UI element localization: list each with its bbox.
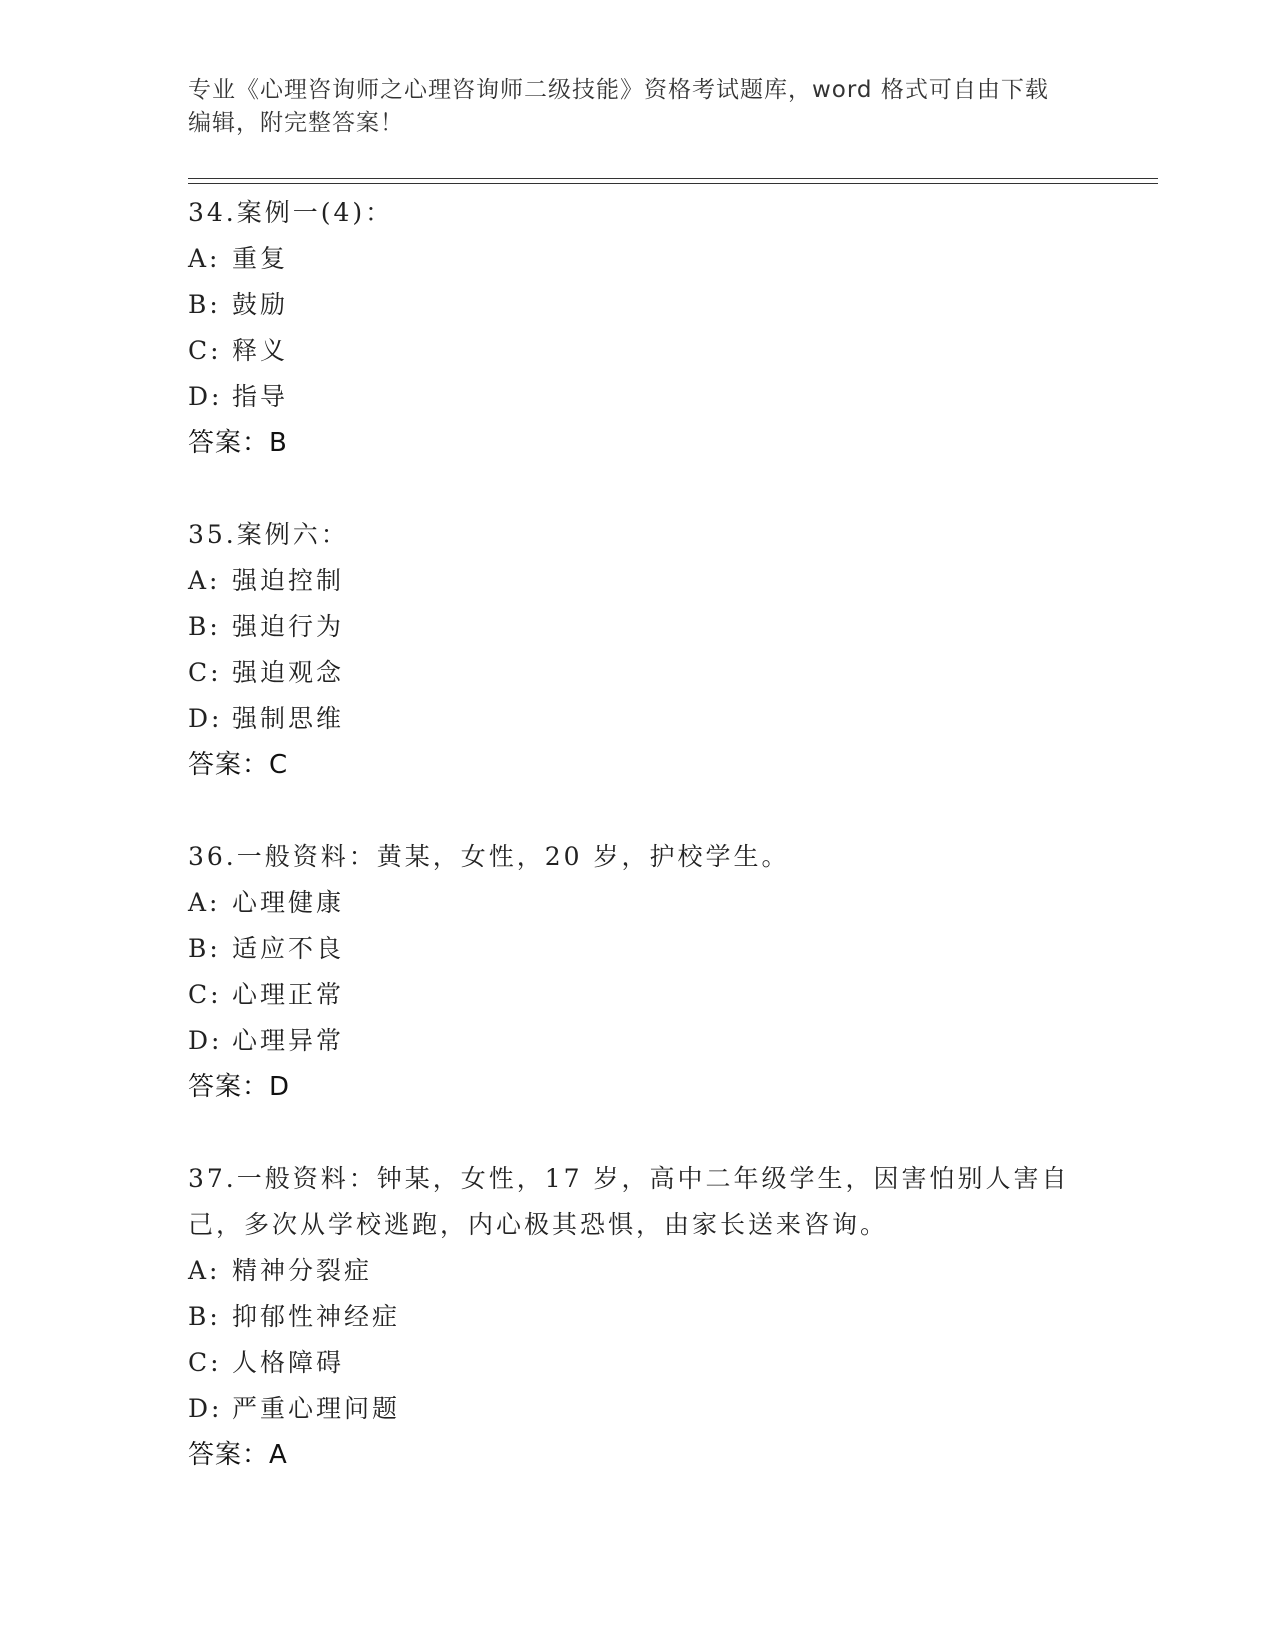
option-d [188, 1386, 1148, 1432]
option-text: 强迫控制 [232, 566, 345, 595]
option-c [188, 972, 1148, 1018]
option-letter: A: [188, 1256, 221, 1285]
option-d [188, 374, 1148, 420]
question-stem: 37.一般资料：钟某，女性，17 岁，高中二年级学生，因害怕别人害自 [188, 1164, 1070, 1193]
option-letter: D: [188, 382, 223, 411]
document-header [188, 74, 1088, 140]
question-35 [188, 512, 1148, 788]
answer-line: 答案：D [188, 1072, 291, 1102]
option-letter: B: [188, 934, 221, 963]
option-text: 抑郁性神经症 [232, 1302, 401, 1331]
option-a [188, 236, 1148, 282]
header-divider-top [188, 178, 1158, 179]
option-text: 重复 [232, 244, 289, 273]
option-text: 强迫观念 [232, 658, 345, 687]
option-letter: D: [188, 704, 223, 733]
header-line-2: 编辑，附完整答案！ [188, 110, 404, 136]
option-letter: C: [188, 336, 222, 365]
option-letter: C: [188, 658, 222, 687]
question-list [188, 190, 1148, 1524]
option-text: 释义 [232, 336, 289, 365]
option-c [188, 328, 1148, 374]
option-text: 人格障碍 [232, 1348, 345, 1377]
option-text: 强制思维 [232, 704, 345, 733]
option-c [188, 1340, 1148, 1386]
option-text: 心理健康 [232, 888, 345, 917]
option-text: 鼓励 [232, 290, 289, 319]
question-37 [188, 1156, 1148, 1478]
option-b [188, 604, 1148, 650]
option-letter: D: [188, 1394, 223, 1423]
option-letter: B: [188, 1302, 221, 1331]
question-stem: 35.案例六： [188, 520, 349, 549]
option-text: 心理异常 [232, 1026, 345, 1055]
option-text: 精神分裂症 [232, 1256, 373, 1285]
option-text: 心理正常 [232, 980, 345, 1009]
option-letter: B: [188, 290, 221, 319]
option-text: 强迫行为 [232, 612, 345, 641]
option-c [188, 650, 1148, 696]
option-a [188, 1248, 1148, 1294]
question-stem: 36.一般资料：黄某，女性，20 岁，护校学生。 [188, 842, 790, 871]
question-34 [188, 190, 1148, 466]
option-letter: D: [188, 1026, 223, 1055]
header-line-1: 专业《心理咨询师之心理咨询师二级技能》资格考试题库，word 格式可自由下载 [188, 77, 1049, 103]
option-b [188, 282, 1148, 328]
option-text: 严重心理问题 [232, 1394, 401, 1423]
option-letter: A: [188, 244, 221, 273]
option-letter: C: [188, 1348, 222, 1377]
question-36 [188, 834, 1148, 1110]
option-letter: C: [188, 980, 222, 1009]
option-text: 适应不良 [232, 934, 345, 963]
answer-line: 答案：C [188, 750, 289, 780]
answer-line: 答案：B [188, 428, 288, 458]
option-letter: A: [188, 566, 221, 595]
option-text: 指导 [232, 382, 289, 411]
answer-line: 答案：A [188, 1440, 288, 1470]
option-a [188, 880, 1148, 926]
option-d [188, 696, 1148, 742]
option-letter: A: [188, 888, 221, 917]
option-a [188, 558, 1148, 604]
question-stem: 34.案例一(4)： [188, 198, 394, 227]
option-b [188, 926, 1148, 972]
option-b [188, 1294, 1148, 1340]
option-d [188, 1018, 1148, 1064]
option-letter: B: [188, 612, 221, 641]
question-stem-continued: 己，多次从学校逃跑，内心极其恐惧，由家长送来咨询。 [188, 1210, 889, 1239]
header-divider-bottom [188, 183, 1158, 184]
